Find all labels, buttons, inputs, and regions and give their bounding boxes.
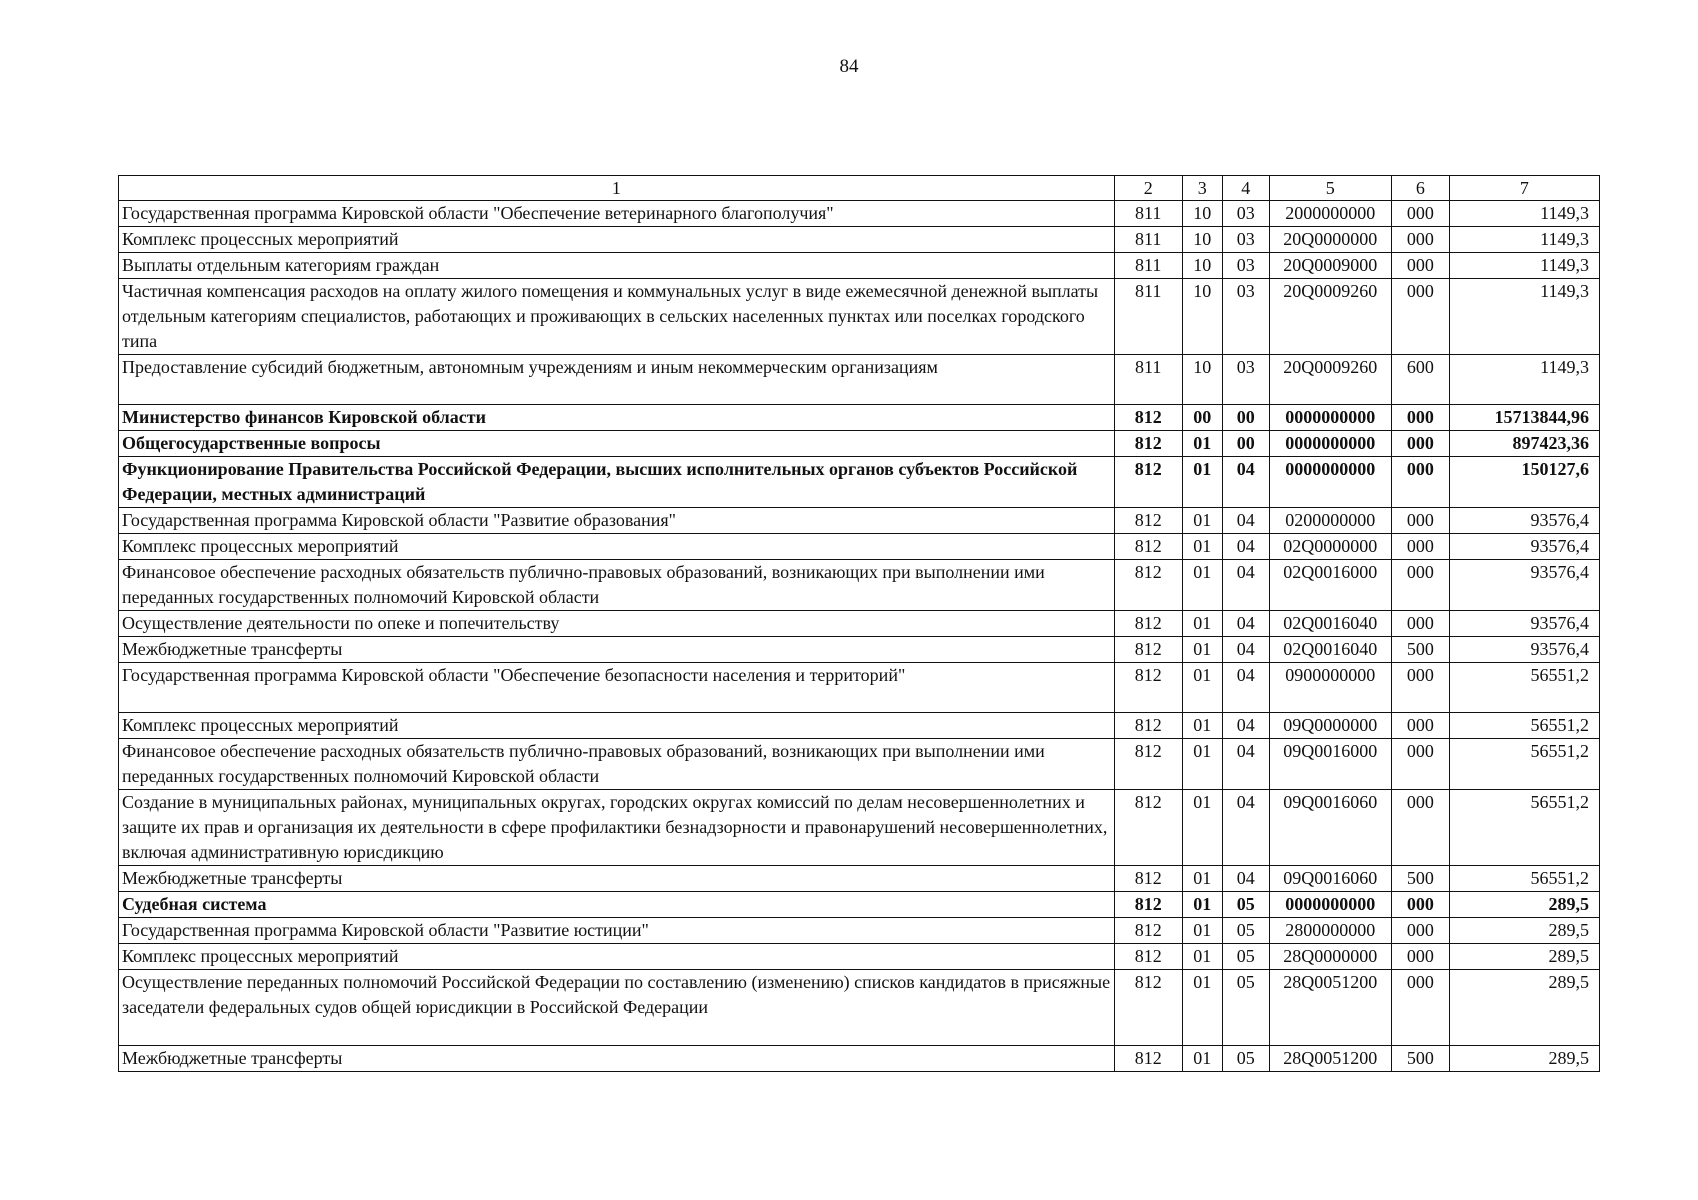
row-col3-cell: 01 bbox=[1182, 713, 1222, 739]
row-col7-cell: 15713844,96 bbox=[1449, 405, 1599, 431]
row-col5-cell: 0900000000 bbox=[1269, 663, 1391, 713]
row-col3-cell: 01 bbox=[1182, 457, 1222, 508]
row-col5-cell: 20Q0009260 bbox=[1269, 279, 1391, 355]
table-row bbox=[119, 944, 1600, 970]
header-col-2: 2 bbox=[1114, 176, 1182, 201]
row-col5-cell: 0000000000 bbox=[1269, 457, 1391, 508]
row-col7-cell: 93576,4 bbox=[1449, 611, 1599, 637]
row-col3-cell: 01 bbox=[1182, 892, 1222, 918]
row-col7-cell: 1149,3 bbox=[1449, 201, 1599, 227]
row-col3-cell: 01 bbox=[1182, 790, 1222, 866]
row-name-cell: Функционирование Правительства Российской Федерации, высших исполнительных органов субъектов Российской Федерации, местных администраций bbox=[119, 457, 1115, 508]
table-row bbox=[119, 431, 1600, 457]
row-col5-cell: 02Q0000000 bbox=[1269, 534, 1391, 560]
table-row bbox=[119, 739, 1600, 790]
row-col7-cell: 1149,3 bbox=[1449, 253, 1599, 279]
row-col6-cell: 000 bbox=[1391, 739, 1449, 790]
row-col3-cell: 10 bbox=[1182, 279, 1222, 355]
row-col3-cell: 01 bbox=[1182, 431, 1222, 457]
row-name-cell: Предоставление субсидий бюджетным, автономным учреждениям и иным некоммерческим организациям bbox=[119, 355, 1115, 405]
row-col2-cell: 811 bbox=[1114, 355, 1182, 405]
header-col-4: 4 bbox=[1222, 176, 1269, 201]
table-row bbox=[119, 253, 1600, 279]
row-col2-cell: 812 bbox=[1114, 739, 1182, 790]
row-col4-cell: 03 bbox=[1222, 201, 1269, 227]
row-col5-cell: 2000000000 bbox=[1269, 201, 1391, 227]
row-col5-cell: 09Q0016000 bbox=[1269, 739, 1391, 790]
row-col5-cell: 0000000000 bbox=[1269, 405, 1391, 431]
row-col4-cell: 03 bbox=[1222, 227, 1269, 253]
row-col7-cell: 289,5 bbox=[1449, 1046, 1599, 1072]
row-name-cell: Частичная компенсация расходов на оплату жилого помещения и коммунальных услуг в виде ежемесячной денежной выплаты отдельным категориям специалистов, работающих и проживающих в сельских населенных пунктах или поселках городского типа bbox=[119, 279, 1115, 355]
row-col6-cell: 000 bbox=[1391, 227, 1449, 253]
header-row bbox=[119, 176, 1600, 201]
row-col6-cell: 000 bbox=[1391, 508, 1449, 534]
table-row bbox=[119, 892, 1600, 918]
table-row bbox=[119, 918, 1600, 944]
row-col6-cell: 000 bbox=[1391, 663, 1449, 713]
row-col2-cell: 812 bbox=[1114, 457, 1182, 508]
row-col2-cell: 812 bbox=[1114, 405, 1182, 431]
row-col6-cell: 000 bbox=[1391, 918, 1449, 944]
row-col3-cell: 01 bbox=[1182, 637, 1222, 663]
row-col3-cell: 01 bbox=[1182, 560, 1222, 611]
row-name-cell: Создание в муниципальных районах, муниципальных округах, городских округах комиссий по делам несовершеннолетних и защите их прав и организация их деятельности в сфере профилактики безнадзорности и правонарушений несовершеннолетних, включая административную юрисдикцию bbox=[119, 790, 1115, 866]
row-col7-cell: 289,5 bbox=[1449, 944, 1599, 970]
row-col2-cell: 812 bbox=[1114, 892, 1182, 918]
row-name-cell: Государственная программа Кировской области "Развитие образования" bbox=[119, 508, 1115, 534]
row-col4-cell: 04 bbox=[1222, 790, 1269, 866]
row-col6-cell: 000 bbox=[1391, 431, 1449, 457]
row-col3-cell: 01 bbox=[1182, 508, 1222, 534]
table-row bbox=[119, 227, 1600, 253]
row-col7-cell: 93576,4 bbox=[1449, 560, 1599, 611]
row-col3-cell: 01 bbox=[1182, 970, 1222, 1046]
row-col2-cell: 811 bbox=[1114, 227, 1182, 253]
row-col4-cell: 04 bbox=[1222, 560, 1269, 611]
row-col2-cell: 812 bbox=[1114, 508, 1182, 534]
row-name-cell: Государственная программа Кировской области "Обеспечение ветеринарного благополучия" bbox=[119, 201, 1115, 227]
row-col7-cell: 56551,2 bbox=[1449, 663, 1599, 713]
row-col5-cell: 09Q0016060 bbox=[1269, 790, 1391, 866]
row-name-cell: Министерство финансов Кировской области bbox=[119, 405, 1115, 431]
row-col2-cell: 812 bbox=[1114, 1046, 1182, 1072]
row-col3-cell: 01 bbox=[1182, 944, 1222, 970]
row-col4-cell: 00 bbox=[1222, 405, 1269, 431]
row-col6-cell: 000 bbox=[1391, 457, 1449, 508]
row-col6-cell: 500 bbox=[1391, 866, 1449, 892]
row-col4-cell: 05 bbox=[1222, 1046, 1269, 1072]
table-row bbox=[119, 508, 1600, 534]
row-col6-cell: 500 bbox=[1391, 1046, 1449, 1072]
row-col6-cell: 600 bbox=[1391, 355, 1449, 405]
row-col2-cell: 812 bbox=[1114, 431, 1182, 457]
row-col3-cell: 00 bbox=[1182, 405, 1222, 431]
row-col2-cell: 812 bbox=[1114, 663, 1182, 713]
row-name-cell: Комплекс процессных мероприятий bbox=[119, 944, 1115, 970]
row-col4-cell: 05 bbox=[1222, 970, 1269, 1046]
row-col4-cell: 03 bbox=[1222, 355, 1269, 405]
table-row bbox=[119, 457, 1600, 508]
row-col2-cell: 811 bbox=[1114, 279, 1182, 355]
row-col5-cell: 02Q0016000 bbox=[1269, 560, 1391, 611]
row-col5-cell: 20Q0009260 bbox=[1269, 355, 1391, 405]
row-col7-cell: 897423,36 bbox=[1449, 431, 1599, 457]
row-col2-cell: 812 bbox=[1114, 637, 1182, 663]
row-col7-cell: 150127,6 bbox=[1449, 457, 1599, 508]
row-name-cell: Финансовое обеспечение расходных обязательств публично-правовых образований, возникающих при выполнении ими переданных государственных полномочий Кировской области bbox=[119, 560, 1115, 611]
row-name-cell: Выплаты отдельным категориям граждан bbox=[119, 253, 1115, 279]
row-col2-cell: 812 bbox=[1114, 534, 1182, 560]
row-col3-cell: 01 bbox=[1182, 866, 1222, 892]
row-col5-cell: 02Q0016040 bbox=[1269, 611, 1391, 637]
row-col4-cell: 04 bbox=[1222, 713, 1269, 739]
row-col4-cell: 05 bbox=[1222, 918, 1269, 944]
header-col-6: 6 bbox=[1391, 176, 1449, 201]
row-col3-cell: 01 bbox=[1182, 534, 1222, 560]
row-col3-cell: 01 bbox=[1182, 918, 1222, 944]
header-col-3: 3 bbox=[1182, 176, 1222, 201]
table-row bbox=[119, 663, 1600, 713]
table-body bbox=[119, 201, 1600, 1072]
row-col3-cell: 01 bbox=[1182, 1046, 1222, 1072]
row-col2-cell: 811 bbox=[1114, 201, 1182, 227]
table-row bbox=[119, 866, 1600, 892]
row-col5-cell: 28Q0000000 bbox=[1269, 944, 1391, 970]
header-col-1: 1 bbox=[119, 176, 1115, 201]
row-col7-cell: 1149,3 bbox=[1449, 227, 1599, 253]
row-col6-cell: 000 bbox=[1391, 405, 1449, 431]
row-col4-cell: 04 bbox=[1222, 866, 1269, 892]
table-row bbox=[119, 201, 1600, 227]
row-col6-cell: 000 bbox=[1391, 892, 1449, 918]
row-col5-cell: 09Q0000000 bbox=[1269, 713, 1391, 739]
row-col3-cell: 10 bbox=[1182, 227, 1222, 253]
row-col5-cell: 0200000000 bbox=[1269, 508, 1391, 534]
table-row bbox=[119, 790, 1600, 866]
row-col7-cell: 289,5 bbox=[1449, 892, 1599, 918]
table-row bbox=[119, 611, 1600, 637]
row-name-cell: Осуществление деятельности по опеке и попечительству bbox=[119, 611, 1115, 637]
table-row bbox=[119, 637, 1600, 663]
row-name-cell: Судебная система bbox=[119, 892, 1115, 918]
row-col7-cell: 93576,4 bbox=[1449, 508, 1599, 534]
budget-table bbox=[118, 175, 1600, 1072]
row-col5-cell: 28Q0051200 bbox=[1269, 1046, 1391, 1072]
row-col3-cell: 10 bbox=[1182, 355, 1222, 405]
row-name-cell: Государственная программа Кировской области "Развитие юстиции" bbox=[119, 918, 1115, 944]
row-col5-cell: 0000000000 bbox=[1269, 892, 1391, 918]
row-col5-cell: 28Q0051200 bbox=[1269, 970, 1391, 1046]
row-col4-cell: 03 bbox=[1222, 253, 1269, 279]
row-col6-cell: 500 bbox=[1391, 637, 1449, 663]
row-name-cell: Комплекс процессных мероприятий bbox=[119, 713, 1115, 739]
row-col2-cell: 812 bbox=[1114, 970, 1182, 1046]
row-col4-cell: 04 bbox=[1222, 457, 1269, 508]
table-row bbox=[119, 355, 1600, 405]
row-col6-cell: 000 bbox=[1391, 611, 1449, 637]
row-col4-cell: 04 bbox=[1222, 611, 1269, 637]
row-col3-cell: 01 bbox=[1182, 663, 1222, 713]
row-col3-cell: 01 bbox=[1182, 739, 1222, 790]
row-col4-cell: 03 bbox=[1222, 279, 1269, 355]
row-name-cell: Финансовое обеспечение расходных обязательств публично-правовых образований, возникающих при выполнении ими переданных государственных полномочий Кировской области bbox=[119, 739, 1115, 790]
row-col5-cell: 02Q0016040 bbox=[1269, 637, 1391, 663]
table-row bbox=[119, 1046, 1600, 1072]
row-col7-cell: 56551,2 bbox=[1449, 866, 1599, 892]
table-row bbox=[119, 713, 1600, 739]
row-col6-cell: 000 bbox=[1391, 713, 1449, 739]
row-col3-cell: 10 bbox=[1182, 201, 1222, 227]
table-row bbox=[119, 405, 1600, 431]
row-col7-cell: 56551,2 bbox=[1449, 739, 1599, 790]
row-col2-cell: 812 bbox=[1114, 560, 1182, 611]
row-name-cell: Осуществление переданных полномочий Российской Федерации по составлению (изменению) списков кандидатов в присяжные заседатели федеральных судов общей юрисдикции в Российской Федерации bbox=[119, 970, 1115, 1046]
row-col6-cell: 000 bbox=[1391, 279, 1449, 355]
table-row bbox=[119, 279, 1600, 355]
row-col4-cell: 04 bbox=[1222, 739, 1269, 790]
table-row bbox=[119, 534, 1600, 560]
row-col4-cell: 00 bbox=[1222, 431, 1269, 457]
row-col4-cell: 04 bbox=[1222, 508, 1269, 534]
row-col7-cell: 289,5 bbox=[1449, 918, 1599, 944]
row-col3-cell: 01 bbox=[1182, 611, 1222, 637]
row-col7-cell: 93576,4 bbox=[1449, 534, 1599, 560]
row-col6-cell: 000 bbox=[1391, 201, 1449, 227]
row-col2-cell: 812 bbox=[1114, 611, 1182, 637]
row-col2-cell: 811 bbox=[1114, 253, 1182, 279]
row-col2-cell: 812 bbox=[1114, 918, 1182, 944]
row-col5-cell: 09Q0016060 bbox=[1269, 866, 1391, 892]
header-col-7: 7 bbox=[1449, 176, 1599, 201]
row-col4-cell: 05 bbox=[1222, 944, 1269, 970]
row-col7-cell: 93576,4 bbox=[1449, 637, 1599, 663]
row-name-cell: Государственная программа Кировской области "Обеспечение безопасности населения и территорий" bbox=[119, 663, 1115, 713]
row-col5-cell: 0000000000 bbox=[1269, 431, 1391, 457]
row-col7-cell: 56551,2 bbox=[1449, 790, 1599, 866]
row-col7-cell: 1149,3 bbox=[1449, 355, 1599, 405]
row-col6-cell: 000 bbox=[1391, 534, 1449, 560]
page-number: 84 bbox=[839, 56, 859, 77]
row-col6-cell: 000 bbox=[1391, 970, 1449, 1046]
row-name-cell: Межбюджетные трансферты bbox=[119, 866, 1115, 892]
row-name-cell: Общегосударственные вопросы bbox=[119, 431, 1115, 457]
row-col4-cell: 04 bbox=[1222, 663, 1269, 713]
row-col4-cell: 05 bbox=[1222, 892, 1269, 918]
table-row bbox=[119, 970, 1600, 1046]
row-col5-cell: 20Q0009000 bbox=[1269, 253, 1391, 279]
row-col5-cell: 2800000000 bbox=[1269, 918, 1391, 944]
row-col4-cell: 04 bbox=[1222, 534, 1269, 560]
row-col2-cell: 812 bbox=[1114, 866, 1182, 892]
row-col7-cell: 1149,3 bbox=[1449, 279, 1599, 355]
row-col4-cell: 04 bbox=[1222, 637, 1269, 663]
row-col5-cell: 20Q0000000 bbox=[1269, 227, 1391, 253]
row-name-cell: Межбюджетные трансферты bbox=[119, 637, 1115, 663]
row-col3-cell: 10 bbox=[1182, 253, 1222, 279]
header-col-5: 5 bbox=[1269, 176, 1391, 201]
row-name-cell: Комплекс процессных мероприятий bbox=[119, 227, 1115, 253]
row-col7-cell: 289,5 bbox=[1449, 970, 1599, 1046]
row-col2-cell: 812 bbox=[1114, 944, 1182, 970]
row-col2-cell: 812 bbox=[1114, 713, 1182, 739]
table-row bbox=[119, 560, 1600, 611]
row-col6-cell: 000 bbox=[1391, 944, 1449, 970]
row-name-cell: Комплекс процессных мероприятий bbox=[119, 534, 1115, 560]
row-col7-cell: 56551,2 bbox=[1449, 713, 1599, 739]
row-col6-cell: 000 bbox=[1391, 560, 1449, 611]
row-col6-cell: 000 bbox=[1391, 253, 1449, 279]
row-col6-cell: 000 bbox=[1391, 790, 1449, 866]
row-col2-cell: 812 bbox=[1114, 790, 1182, 866]
row-name-cell: Межбюджетные трансферты bbox=[119, 1046, 1115, 1072]
